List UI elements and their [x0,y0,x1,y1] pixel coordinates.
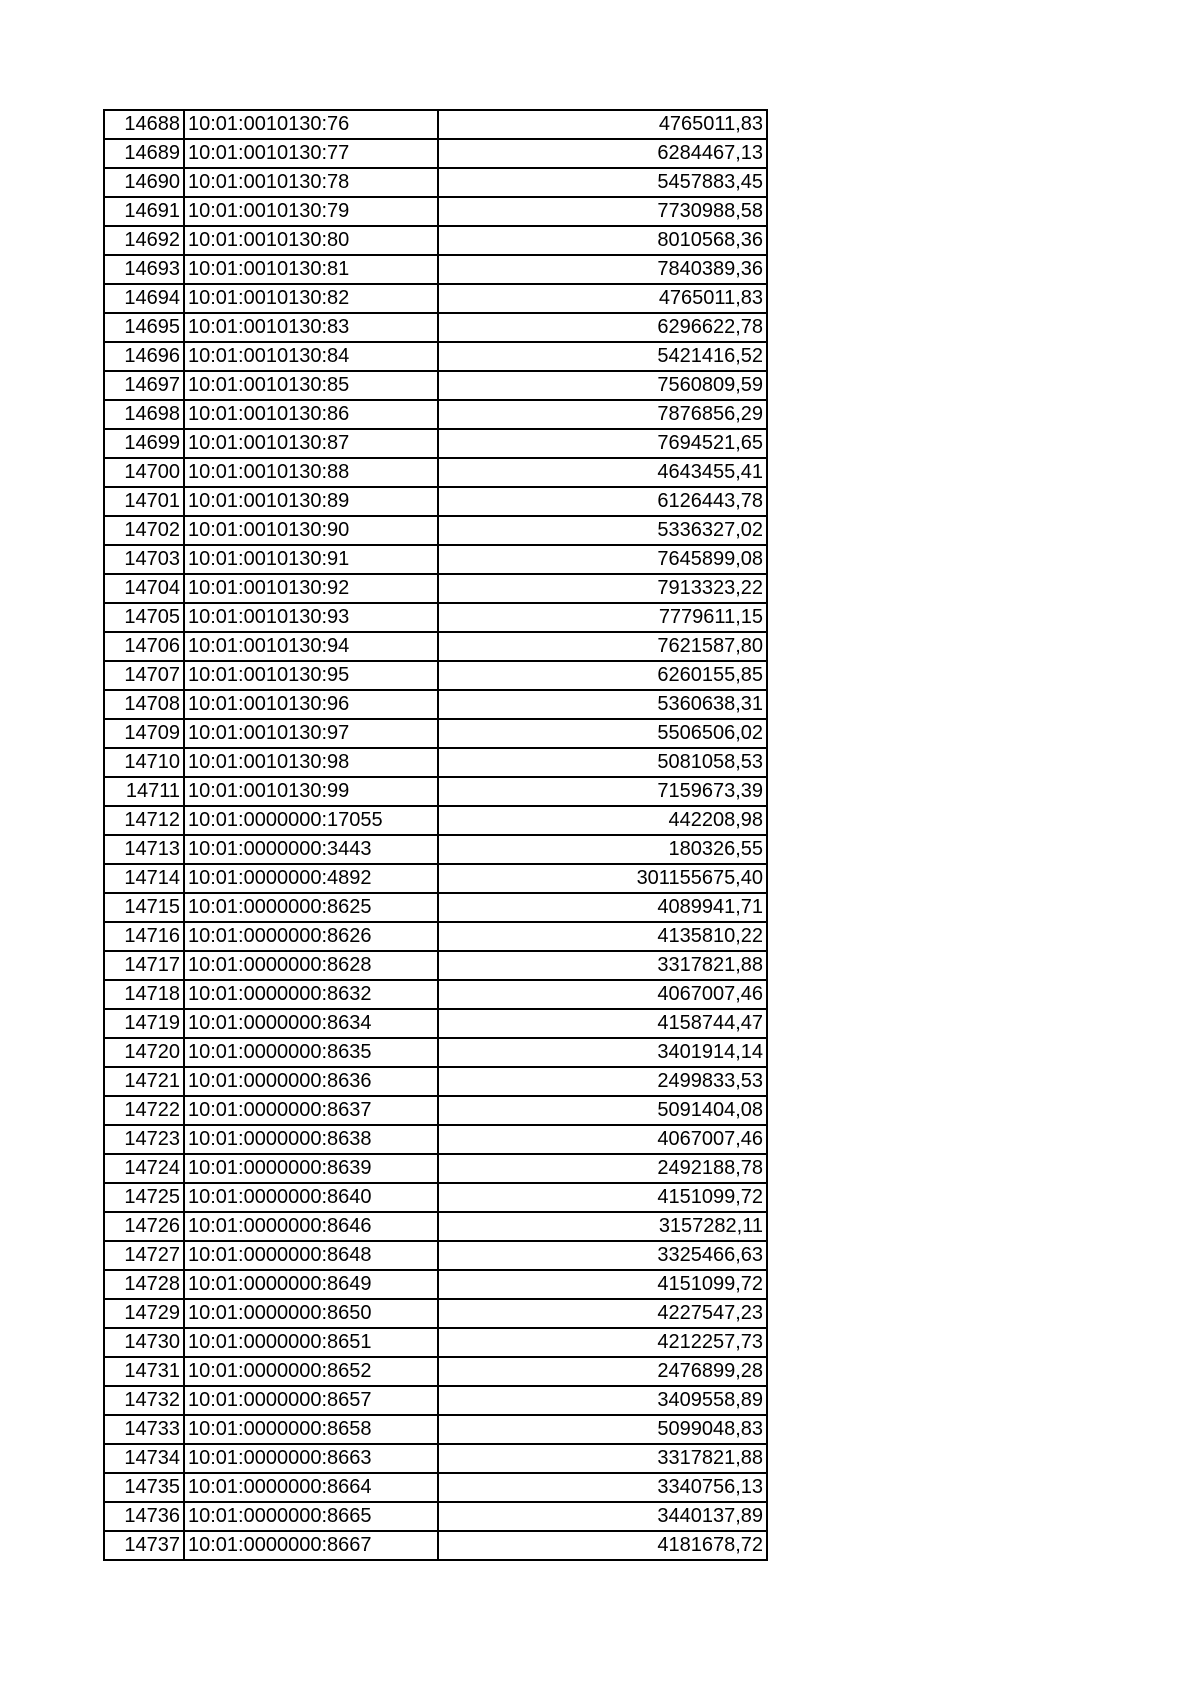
value-cell: 2476899,28 [438,1357,767,1386]
value-cell: 8010568,36 [438,226,767,255]
cadastral-number-cell: 10:01:0000000:8648 [184,1241,438,1270]
cadastral-number-cell: 10:01:0000000:8650 [184,1299,438,1328]
table-row [104,168,767,197]
cadastral-number-cell: 10:01:0010130:97 [184,719,438,748]
value-cell: 5099048,83 [438,1415,767,1444]
cadastral-number-cell: 10:01:0000000:8651 [184,1328,438,1357]
cadastral-number-cell: 10:01:0010130:89 [184,487,438,516]
value-cell: 7645899,08 [438,545,767,574]
row-number-cell: 14715 [104,893,184,922]
value-cell: 3325466,63 [438,1241,767,1270]
row-number-cell: 14688 [104,110,184,139]
row-number-cell: 14730 [104,1328,184,1357]
row-number-cell: 14711 [104,777,184,806]
row-number-cell: 14721 [104,1067,184,1096]
value-cell: 7159673,39 [438,777,767,806]
row-number-cell: 14717 [104,951,184,980]
cadastral-number-cell: 10:01:0000000:3443 [184,835,438,864]
table-row [104,429,767,458]
value-cell: 5360638,31 [438,690,767,719]
cadastral-number-cell: 10:01:0010130:96 [184,690,438,719]
value-cell: 6260155,85 [438,661,767,690]
cadastral-number-cell: 10:01:0010130:77 [184,139,438,168]
table-row [104,1009,767,1038]
table-row [104,1096,767,1125]
table-row [104,574,767,603]
cadastral-number-cell: 10:01:0010130:79 [184,197,438,226]
value-cell: 4181678,72 [438,1531,767,1560]
table-row [104,777,767,806]
value-cell: 3409558,89 [438,1386,767,1415]
table-row [104,951,767,980]
table-row [104,632,767,661]
table-row [104,487,767,516]
value-cell: 7913323,22 [438,574,767,603]
table-row [104,400,767,429]
table-row [104,661,767,690]
cadastral-number-cell: 10:01:0000000:8637 [184,1096,438,1125]
value-cell: 7730988,58 [438,197,767,226]
table-row [104,284,767,313]
row-number-cell: 14734 [104,1444,184,1473]
cadastral-number-cell: 10:01:0000000:8657 [184,1386,438,1415]
value-cell: 5081058,53 [438,748,767,777]
cadastral-number-cell: 10:01:0010130:95 [184,661,438,690]
value-cell: 4067007,46 [438,1125,767,1154]
value-cell: 4089941,71 [438,893,767,922]
cadastral-number-cell: 10:01:0010130:99 [184,777,438,806]
table-row [104,835,767,864]
value-cell: 2499833,53 [438,1067,767,1096]
cadastral-number-cell: 10:01:0010130:80 [184,226,438,255]
cadastral-number-cell: 10:01:0010130:90 [184,516,438,545]
table-row [104,690,767,719]
row-number-cell: 14725 [104,1183,184,1212]
table-row [104,1444,767,1473]
cadastral-number-cell: 10:01:0010130:81 [184,255,438,284]
row-number-cell: 14703 [104,545,184,574]
row-number-cell: 14719 [104,1009,184,1038]
cadastral-number-cell: 10:01:0000000:8658 [184,1415,438,1444]
table-row [104,1473,767,1502]
value-cell: 2492188,78 [438,1154,767,1183]
cadastral-number-cell: 10:01:0010130:84 [184,342,438,371]
table-row [104,1067,767,1096]
row-number-cell: 14736 [104,1502,184,1531]
row-number-cell: 14726 [104,1212,184,1241]
cadastral-number-cell: 10:01:0010130:83 [184,313,438,342]
cadastral-number-cell: 10:01:0010130:88 [184,458,438,487]
value-cell: 5421416,52 [438,342,767,371]
row-number-cell: 14723 [104,1125,184,1154]
row-number-cell: 14728 [104,1270,184,1299]
value-cell: 180326,55 [438,835,767,864]
cadastral-number-cell: 10:01:0010130:86 [184,400,438,429]
row-number-cell: 14718 [104,980,184,1009]
cadastral-number-cell: 10:01:0010130:82 [184,284,438,313]
table-row [104,545,767,574]
table-row [104,458,767,487]
cadastral-number-cell: 10:01:0000000:8640 [184,1183,438,1212]
value-cell: 4151099,72 [438,1183,767,1212]
table-row [104,1038,767,1067]
value-cell: 442208,98 [438,806,767,835]
cadastral-number-cell: 10:01:0000000:17055 [184,806,438,835]
value-cell: 5091404,08 [438,1096,767,1125]
value-cell: 5336327,02 [438,516,767,545]
row-number-cell: 14693 [104,255,184,284]
value-cell: 3401914,14 [438,1038,767,1067]
cadastral-number-cell: 10:01:0000000:8664 [184,1473,438,1502]
table-row [104,806,767,835]
table-row [104,603,767,632]
row-number-cell: 14704 [104,574,184,603]
row-number-cell: 14727 [104,1241,184,1270]
value-cell: 4227547,23 [438,1299,767,1328]
row-number-cell: 14699 [104,429,184,458]
value-cell: 3157282,11 [438,1212,767,1241]
row-number-cell: 14689 [104,139,184,168]
table-body [104,110,767,1560]
cadastral-number-cell: 10:01:0000000:8667 [184,1531,438,1560]
row-number-cell: 14713 [104,835,184,864]
table-row [104,1270,767,1299]
cadastral-number-cell: 10:01:0010130:85 [184,371,438,400]
table-row [104,1183,767,1212]
cadastral-number-cell: 10:01:0010130:98 [184,748,438,777]
table-row [104,197,767,226]
row-number-cell: 14705 [104,603,184,632]
cadastral-value-table [103,109,768,1561]
value-cell: 6296622,78 [438,313,767,342]
value-cell: 5457883,45 [438,168,767,197]
value-cell: 301155675,40 [438,864,767,893]
row-number-cell: 14708 [104,690,184,719]
table-row [104,922,767,951]
row-number-cell: 14732 [104,1386,184,1415]
table-row [104,864,767,893]
value-cell: 3317821,88 [438,1444,767,1473]
value-cell: 4151099,72 [438,1270,767,1299]
value-cell: 7876856,29 [438,400,767,429]
value-cell: 7840389,36 [438,255,767,284]
cadastral-number-cell: 10:01:0010130:91 [184,545,438,574]
value-cell: 5506506,02 [438,719,767,748]
row-number-cell: 14694 [104,284,184,313]
cadastral-number-cell: 10:01:0000000:8626 [184,922,438,951]
row-number-cell: 14733 [104,1415,184,1444]
value-cell: 4765011,83 [438,110,767,139]
value-cell: 6284467,13 [438,139,767,168]
value-cell: 6126443,78 [438,487,767,516]
value-cell: 3317821,88 [438,951,767,980]
table-row [104,1212,767,1241]
cadastral-number-cell: 10:01:0000000:8625 [184,893,438,922]
cadastral-number-cell: 10:01:0000000:8646 [184,1212,438,1241]
table-row [104,1502,767,1531]
cadastral-number-cell: 10:01:0000000:8665 [184,1502,438,1531]
cadastral-number-cell: 10:01:0010130:76 [184,110,438,139]
row-number-cell: 14720 [104,1038,184,1067]
row-number-cell: 14722 [104,1096,184,1125]
row-number-cell: 14729 [104,1299,184,1328]
cadastral-number-cell: 10:01:0010130:93 [184,603,438,632]
value-cell: 4212257,73 [438,1328,767,1357]
cadastral-number-cell: 10:01:0000000:8628 [184,951,438,980]
value-cell: 7694521,65 [438,429,767,458]
row-number-cell: 14695 [104,313,184,342]
row-number-cell: 14706 [104,632,184,661]
table-row [104,110,767,139]
cadastral-number-cell: 10:01:0010130:87 [184,429,438,458]
table-row [104,1328,767,1357]
table-row [104,719,767,748]
row-number-cell: 14700 [104,458,184,487]
cadastral-number-cell: 10:01:0000000:8652 [184,1357,438,1386]
table-row [104,1386,767,1415]
table-row [104,1531,767,1560]
table-row [104,1154,767,1183]
row-number-cell: 14709 [104,719,184,748]
table-row [104,1299,767,1328]
table-row [104,371,767,400]
value-cell: 4067007,46 [438,980,767,1009]
cadastral-number-cell: 10:01:0000000:8634 [184,1009,438,1038]
table-row [104,226,767,255]
row-number-cell: 14714 [104,864,184,893]
row-number-cell: 14724 [104,1154,184,1183]
table-row [104,342,767,371]
row-number-cell: 14702 [104,516,184,545]
table-row [104,1357,767,1386]
row-number-cell: 14731 [104,1357,184,1386]
value-cell: 3340756,13 [438,1473,767,1502]
value-cell: 4765011,83 [438,284,767,313]
row-number-cell: 14692 [104,226,184,255]
value-cell: 7560809,59 [438,371,767,400]
table-row [104,255,767,284]
row-number-cell: 14712 [104,806,184,835]
row-number-cell: 14698 [104,400,184,429]
row-number-cell: 14691 [104,197,184,226]
cadastral-number-cell: 10:01:0000000:8638 [184,1125,438,1154]
table-row [104,1241,767,1270]
cadastral-number-cell: 10:01:0000000:8663 [184,1444,438,1473]
cadastral-number-cell: 10:01:0000000:8639 [184,1154,438,1183]
table-row [104,893,767,922]
table-row [104,1415,767,1444]
cadastral-number-cell: 10:01:0000000:8632 [184,980,438,1009]
value-cell: 7621587,80 [438,632,767,661]
cadastral-number-cell: 10:01:0010130:94 [184,632,438,661]
value-cell: 4158744,47 [438,1009,767,1038]
value-cell: 4643455,41 [438,458,767,487]
row-number-cell: 14735 [104,1473,184,1502]
value-cell: 4135810,22 [438,922,767,951]
cadastral-number-cell: 10:01:0000000:8635 [184,1038,438,1067]
cadastral-number-cell: 10:01:0000000:8649 [184,1270,438,1299]
row-number-cell: 14737 [104,1531,184,1560]
table-row [104,516,767,545]
cadastral-number-cell: 10:01:0010130:78 [184,168,438,197]
value-cell: 3440137,89 [438,1502,767,1531]
value-cell: 7779611,15 [438,603,767,632]
cadastral-number-cell: 10:01:0000000:4892 [184,864,438,893]
table-row [104,980,767,1009]
table-row [104,1125,767,1154]
row-number-cell: 14697 [104,371,184,400]
row-number-cell: 14710 [104,748,184,777]
row-number-cell: 14696 [104,342,184,371]
row-number-cell: 14707 [104,661,184,690]
table-row [104,139,767,168]
row-number-cell: 14690 [104,168,184,197]
row-number-cell: 14716 [104,922,184,951]
cadastral-number-cell: 10:01:0010130:92 [184,574,438,603]
row-number-cell: 14701 [104,487,184,516]
table-row [104,313,767,342]
table-row [104,748,767,777]
cadastral-number-cell: 10:01:0000000:8636 [184,1067,438,1096]
